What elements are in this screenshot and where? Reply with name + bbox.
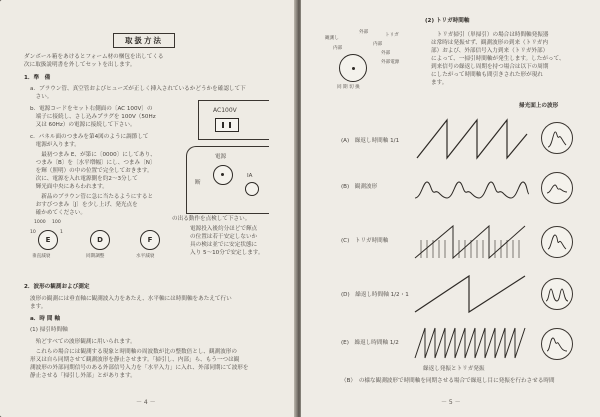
ac-panel (198, 100, 269, 140)
waveform-a-sawtooth (413, 116, 531, 162)
wave-label: (B) 観測波形 (341, 184, 378, 190)
switch-label: 外部 (359, 30, 369, 35)
screen-e (541, 328, 573, 360)
footnote: （B） の様な観測波形で時間軸を同期させる場合で繰返し目に発振を行わさせる時間 (341, 378, 555, 384)
knob-caption: 同期調整 (86, 254, 105, 259)
para-c-line: 輝光面中央にあらわれます。 (30, 184, 108, 190)
screen-d (541, 278, 573, 310)
section-heading: (2) トリガ時間軸 (425, 18, 470, 24)
body-line: によって、一掃引時間軸が発生します。したがって、 (431, 56, 565, 62)
wave-label: (E) 繰返し時間軸 1/2 (341, 340, 399, 346)
page-title: 取扱方法 (113, 33, 175, 48)
para-a-line: a．ブラウン管、真空管およびヒューズが正しく挿入されているかどうかを確認して下 (30, 86, 246, 92)
sub-para: 形又は自ら同期させて観測波形を静止させます。「掃引し、内部」ら、もう一つは観 (30, 357, 240, 363)
sub-para: 殆どすべての波形観測に用いられます。 (30, 339, 136, 345)
scale-label: 1 (60, 230, 63, 235)
screen-c (541, 226, 573, 258)
knob-diagram (30, 218, 170, 272)
right-page (301, 0, 600, 417)
para-c-line: おすびつまみ〔J〕を少し上げ、発光点を (30, 202, 138, 208)
switch-label: 観測し (325, 36, 339, 41)
page-number: － 5 － (441, 399, 461, 406)
ia-jack[interactable] (245, 182, 259, 196)
scale-label: 1000 (34, 220, 46, 225)
ia-label: IA (247, 173, 253, 179)
switch-label: 外部電源 (381, 60, 400, 65)
switch-label: 内部 (333, 46, 343, 51)
knob-vertical-attenuator[interactable]: E (38, 230, 58, 250)
right-note: の位置は若干安定しないか (190, 234, 258, 240)
sub-para: これらの場合には観測する現象と時間軸の周波数が比の整数倍とし、観測波形の (30, 349, 237, 355)
sub-heading: a．時 間 軸 (30, 316, 61, 322)
waveform-c-trigger (413, 220, 531, 264)
page-number: － 4 － (136, 399, 156, 406)
sub-para: 測波形の外部同期信号のある外部信号入力を「水平入力」に入れ、外部同期にて波形を (30, 365, 249, 371)
sub-para: 静止させる「掃引し外部」とがあります。 (30, 373, 136, 379)
waveform-b-observed (413, 168, 531, 208)
knob-caption: 水平減衰 (136, 254, 155, 259)
right-note: 電源投入後約分ほどで輝点 (190, 226, 258, 232)
diagram-caption: 掃光面上の波形 (519, 103, 559, 109)
para-c-line: つまみ〔B〕を〔水平増幅〕にし、つまみ〔N〕 (30, 160, 156, 166)
waveform-d-sawtooth (413, 272, 531, 316)
para-c-line: 次に、電源を入れ電源側を約2〜3分して (30, 176, 138, 182)
right-note: 入り 5〜10分で安定します。 (190, 250, 264, 256)
para-c-line: を輝（照明）の中の位置で完全しておきます。 (30, 168, 153, 174)
wave-label: (D) 繰返し時間軸 1/2・1 (341, 292, 409, 298)
left-page (0, 0, 296, 417)
right-note: 具の検は並でに安定状態に (190, 242, 258, 248)
switch-label: トリガ (385, 33, 399, 38)
section-heading: 2．波形の観測および測定 (24, 284, 90, 290)
knob-horizontal-attenuator[interactable]: F (140, 230, 160, 250)
para-c-line: 確かめてください。 (30, 210, 86, 216)
body-line: 到来信号の繰返し周期を持つ場合は以下の周期 (431, 64, 549, 70)
para-c-line: c．パネル面のつまみを第4図のように調節して (30, 134, 149, 140)
ac-socket (215, 118, 239, 132)
knob-caption: 垂直減衰 (32, 254, 51, 259)
ac-label: AC100V (213, 107, 237, 114)
bottom-caption: 繰返し発振とトリガ発振 (423, 366, 485, 372)
switch-label: 内部 (373, 42, 383, 47)
switch-label-on: 電源 (215, 154, 227, 160)
switch-caption: 同 期 切 換 (337, 85, 360, 90)
body-line: トリガ掃引（単掃引）の場合は時間軸発振器 (431, 32, 549, 38)
body-line: は常時は発振せず、観測波形の到来（トリガ内 (431, 40, 548, 46)
section-heading: 1．準 備 (24, 75, 51, 81)
para-c-line: 新品のブラウン管に急に当たるようにすると (30, 194, 154, 200)
wave-label: (A) 繰返し時間軸 1/1 (341, 138, 400, 144)
scale-label: 10 (30, 230, 36, 235)
body-line: 部）および、外部信号入力到来（トリガ外部） (431, 48, 549, 54)
intro-line: 次に取扱説明書を外してセットを出します。 (24, 62, 136, 68)
waveform-e-fast-sawtooth (413, 322, 531, 362)
section2-para: ます。 (30, 304, 47, 310)
power-switch-knob[interactable] (213, 165, 233, 185)
screen-b (541, 172, 573, 204)
wave-label: (C) トリガ時間軸 (341, 238, 389, 244)
body-line: ます。 (431, 80, 448, 86)
sync-selector-knob[interactable] (339, 54, 367, 82)
para-b-line: b．電源コードをセット右側面の〔AC 100V〕の (30, 106, 153, 112)
sub-item: (1) 掃引時間軸 (30, 327, 68, 333)
scale-label: 100 (52, 220, 61, 225)
power-panel (186, 146, 269, 214)
switch-label-off: 断 (195, 180, 201, 186)
knob-sync-adjust[interactable]: D (90, 230, 110, 250)
para-c-line: 電源が入ります。 (30, 142, 80, 148)
intro-line: ダンボール箱をあけるとフォーム材の梱包を出してくる (24, 54, 164, 60)
para-c-line: 最初つまみ E、が第に〔0000〕にしてあり、 (30, 152, 156, 158)
right-note: の出る動作を点検して下さい。 (172, 216, 251, 222)
section2-para: 波形の観測には垂直軸に観測波入力をあたえ、水平軸には時間軸をあたえて行い (30, 296, 232, 302)
screen-a (541, 122, 573, 154)
sync-switch-diagram (323, 24, 423, 104)
para-a-line: さい。 (30, 94, 53, 100)
para-b-line: 端子に接続し、さし込みプラグを 100V（50Hz (30, 114, 156, 120)
switch-label: 外部 (381, 51, 391, 56)
body-line: にしたがって時間軸も間引きされた形が現れ (431, 72, 543, 78)
para-b-line: 又は 60Hz）の電源に接続して下さい。 (30, 122, 136, 128)
